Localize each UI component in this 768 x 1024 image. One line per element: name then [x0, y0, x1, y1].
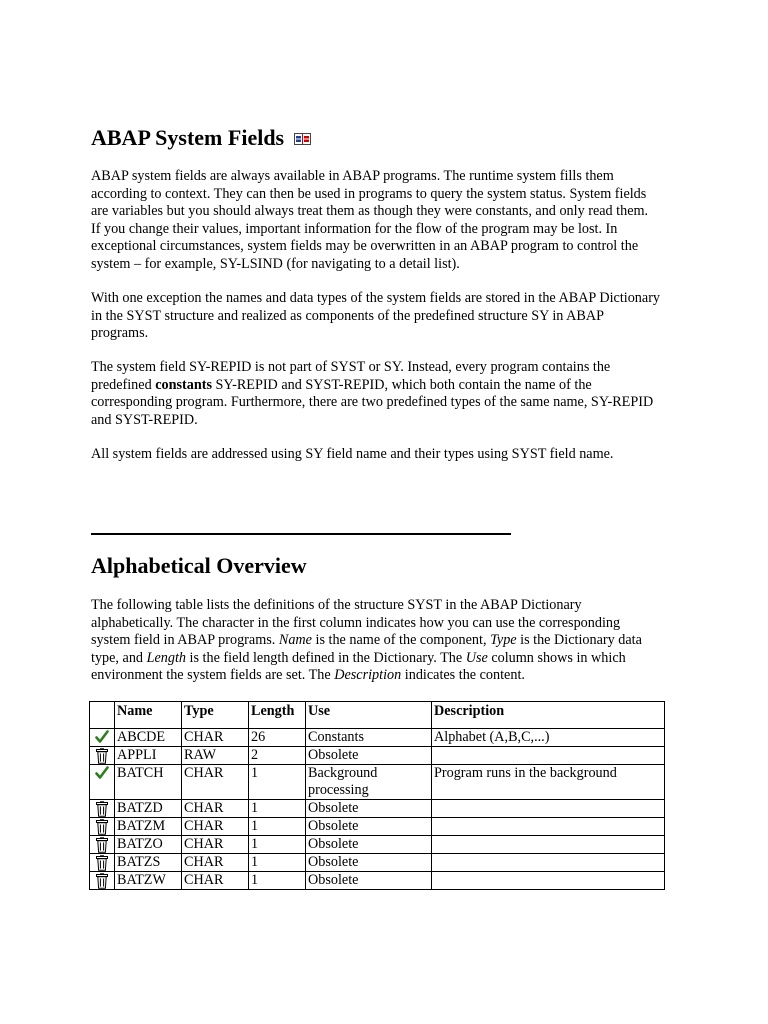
- cell-type: CHAR: [182, 854, 249, 872]
- checkmark-icon: [91, 730, 113, 744]
- cell-type: RAW: [182, 747, 249, 765]
- cell-name: ABCDE: [115, 729, 182, 747]
- cell-description: Program runs in the background: [432, 765, 665, 800]
- cell-use: Obsolete: [306, 747, 432, 765]
- cell-use: Background processing: [306, 765, 432, 800]
- cell-use: Obsolete: [306, 854, 432, 872]
- overview-text: is the Dictionary data type, and: [91, 632, 642, 666]
- section-title-text: ABAP System Fields: [91, 125, 285, 150]
- cell-icon: [90, 836, 115, 854]
- trash-icon: [91, 748, 113, 764]
- cell-type: CHAR: [182, 836, 249, 854]
- cell-length: 1: [249, 872, 306, 890]
- trash-icon: [91, 837, 113, 853]
- header-type: Type: [182, 702, 249, 729]
- trash-icon: [91, 819, 113, 835]
- cell-length: 1: [249, 836, 306, 854]
- header-icon-column: [90, 702, 115, 729]
- overview-text: column shows in which environment the system fields are set. The: [91, 649, 626, 683]
- overview-text: indicates the content.: [401, 667, 525, 683]
- syst-fields-table: [89, 701, 665, 890]
- cell-icon: [90, 854, 115, 872]
- cell-description: [432, 800, 665, 818]
- cell-icon: [90, 872, 115, 890]
- cell-name: BATZD: [115, 800, 182, 818]
- cell-description: [432, 836, 665, 854]
- trash-icon: [91, 873, 113, 889]
- table-header-row: [90, 702, 665, 729]
- checkmark-icon: [91, 766, 113, 780]
- cell-length: 1: [249, 818, 306, 836]
- cell-type: CHAR: [182, 800, 249, 818]
- overview-italic-name: Name: [278, 632, 312, 648]
- cell-name: BATZS: [115, 854, 182, 872]
- cell-name: BATZM: [115, 818, 182, 836]
- header-description: Description: [432, 702, 665, 729]
- intro-paragraph-1: ABAP system fields are always available in ABAP programs. The runtime system fills them according to context. They can then be used in programs to query the system status. System fields are variables but you should always treat them as though they were constants, and only read them. If you change their values, important information for the flow of the program may be lost. In exceptional circumstances, system fields may be overwritten in an ABAP program to control the system – for example, SY-LSIND (for navigating to a detail list).: [91, 168, 649, 272]
- cell-length: 1: [249, 765, 306, 800]
- cell-name: APPLI: [115, 747, 182, 765]
- horizontal-divider: [91, 533, 511, 535]
- p3-text-before: The system field SY-REPID is not part of SYST or SY. Instead, every program contains the predefined: [91, 359, 611, 393]
- overview-text: is the field length defined in the Dictionary. The: [185, 649, 466, 666]
- overview-text: is the name of the component,: [311, 632, 491, 648]
- overview-italic-description: Description: [334, 667, 402, 683]
- table-row: [90, 836, 665, 854]
- table-row: [90, 800, 665, 818]
- intro-paragraph-2: With one exception the names and data types of the system fields are stored in the ABAP Dictionary in the SYST structure and realized as components of the predefined structure SY in ABAP programs.: [91, 290, 661, 341]
- cell-length: 26: [249, 729, 306, 747]
- intro-paragraph-4: All system fields are addressed using SY field name and their types using SYST field name.: [91, 446, 614, 462]
- table-row: [90, 729, 665, 747]
- overview-italic-type: Type: [490, 632, 517, 648]
- cell-use: Constants: [306, 729, 432, 747]
- overview-italic-use: Use: [465, 649, 488, 666]
- cell-name: BATZO: [115, 836, 182, 854]
- header-use: Use: [306, 702, 432, 729]
- cell-type: CHAR: [182, 818, 249, 836]
- intro-paragraph-3: [91, 359, 661, 429]
- p3-bold-constants: constants: [155, 376, 212, 393]
- book-link-icon[interactable]: [294, 125, 311, 151]
- table-row: [90, 818, 665, 836]
- cell-type: CHAR: [182, 765, 249, 800]
- cell-use: Obsolete: [306, 800, 432, 818]
- cell-use: Obsolete: [306, 872, 432, 890]
- overview-text: The following table lists the definitions of the structure SYST in the ABAP Dictionary alphabetically. The character in the first column indicates how you can use the corresponding system field in ABAP programs.: [91, 597, 621, 648]
- trash-icon: [91, 801, 113, 817]
- cell-length: 1: [249, 854, 306, 872]
- cell-icon: [90, 818, 115, 836]
- section-title-alphabetical-overview: Alphabetical Overview: [91, 553, 307, 578]
- cell-description: [432, 818, 665, 836]
- overview-italic-length: Length: [146, 649, 186, 666]
- trash-icon: [91, 855, 113, 871]
- cell-type: CHAR: [182, 872, 249, 890]
- table-row: [90, 765, 665, 800]
- cell-icon: [90, 729, 115, 747]
- p3-text-after: SY-REPID and SYST-REPID, which both contain the name of the corresponding program. Furthermore, there are two predefined types of the same name, SY-REPID and SYST-REPID.: [91, 376, 654, 428]
- cell-description: Alphabet (A,B,C,...): [432, 729, 665, 747]
- cell-length: 1: [249, 800, 306, 818]
- cell-name: BATCH: [115, 765, 182, 800]
- cell-icon: [90, 747, 115, 765]
- section-title-system-fields: [91, 125, 311, 153]
- cell-icon: [90, 800, 115, 818]
- cell-icon: [90, 765, 115, 800]
- cell-description: [432, 854, 665, 872]
- cell-description: [432, 747, 665, 765]
- table-row: [90, 872, 665, 890]
- cell-use: Obsolete: [306, 836, 432, 854]
- header-name: Name: [115, 702, 182, 729]
- table-row: [90, 747, 665, 765]
- cell-type: CHAR: [182, 729, 249, 747]
- cell-description: [432, 872, 665, 890]
- table-row: [90, 854, 665, 872]
- overview-paragraph: [91, 597, 661, 685]
- header-length: Length: [249, 702, 306, 729]
- cell-name: BATZW: [115, 872, 182, 890]
- cell-length: 2: [249, 747, 306, 765]
- cell-use: Obsolete: [306, 818, 432, 836]
